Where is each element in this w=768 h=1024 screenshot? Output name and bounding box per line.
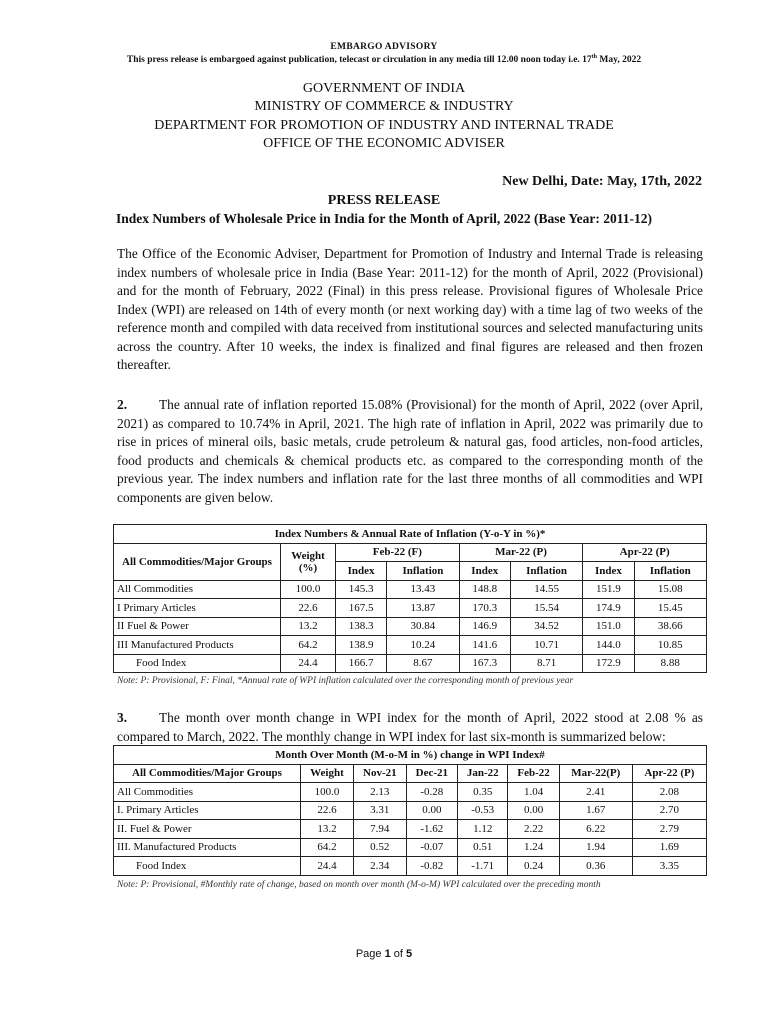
- dateline: New Delhi, Date: May, 17th, 2022: [502, 174, 702, 189]
- table-cell: 8.88: [634, 654, 706, 673]
- table-cell: 22.6: [281, 599, 336, 618]
- table-row: [114, 580, 707, 599]
- table-cell: 172.9: [583, 654, 634, 673]
- embargo-text-end: May, 2022: [597, 55, 642, 66]
- table-cell: 144.0: [583, 636, 634, 655]
- table1-subheader-inflation: Inflation: [510, 562, 582, 581]
- table-cell: 167.5: [336, 599, 387, 618]
- table-cell: 2.34: [353, 857, 406, 876]
- paragraph-2-number: 2.: [117, 397, 128, 412]
- table1-subheader-inflation: Inflation: [387, 562, 459, 581]
- table-cell: 3.35: [632, 857, 706, 876]
- table-cell: 2.22: [508, 820, 559, 839]
- footer-total-pages: 5: [406, 948, 413, 960]
- table-cell: 100.0: [281, 580, 336, 599]
- table-cell: Food Index: [114, 857, 301, 876]
- table-cell: 15.45: [634, 599, 706, 618]
- paragraph-intro: The Office of the Economic Adviser, Department for Promotion of Industry and Internal Trade is releasing index numbers of wholesale price in India (Base Year: 2011-12) for the month of April, 2022 (Provisional) and for the month of February, 2022 (Final) in this press release. Provisional figures of Wholesale Price Index (WPI) are released on 14th of every month (or next working day) with a time lag of two weeks of the reference month and compiled with data received from institutional sources and selected manufacturing units across the country. After 10 weeks, the index is finalized and final figures are released and then frozen thereafter.: [117, 246, 703, 372]
- table-cell: 0.00: [406, 801, 457, 820]
- table1-header-month: Feb-22 (F): [336, 543, 460, 562]
- table-cell: 13.43: [387, 580, 459, 599]
- table-cell: 64.2: [281, 636, 336, 655]
- table1-header-weight: Weight (%): [281, 543, 336, 580]
- table2-header: Feb-22: [508, 764, 559, 783]
- embargo-title: EMBARGO ADVISORY: [330, 42, 438, 52]
- table-cell: 1.24: [508, 838, 559, 857]
- table1-header-group: All Commodities/Major Groups: [114, 543, 281, 580]
- table-cell: 0.52: [353, 838, 406, 857]
- table-cell: 145.3: [336, 580, 387, 599]
- table-cell: 2.70: [632, 801, 706, 820]
- table-cell: 15.08: [634, 580, 706, 599]
- table2-title: Month Over Month (M-o-M in %) change in WPI Index#: [114, 746, 707, 765]
- table2-note: Note: P: Provisional, #Monthly rate of change, based on month over month (M-o-M) WPI calculated over the preceding month: [117, 880, 601, 890]
- table-cell: 167.3: [459, 654, 510, 673]
- table-cell: III Manufactured Products: [114, 636, 281, 655]
- table-cell: 100.0: [301, 783, 354, 802]
- table1-title: Index Numbers & Annual Rate of Inflation (Y-o-Y in %)*: [114, 525, 707, 544]
- table-cell: 30.84: [387, 617, 459, 636]
- table-cell: All Commodities: [114, 783, 301, 802]
- table2-header: Jan-22: [457, 764, 507, 783]
- table-cell: 138.3: [336, 617, 387, 636]
- table2-header: Weight: [301, 764, 354, 783]
- table-cell: 24.4: [281, 654, 336, 673]
- table-row: [114, 654, 707, 673]
- table-cell: 13.2: [301, 820, 354, 839]
- table-cell: 3.31: [353, 801, 406, 820]
- paragraph-2-text: The annual rate of inflation reported 15.08% (Provisional) for the month of April, 2022 (over April, 2021) as compared to 10.74% in April, 2021. The high rate of inflation in April, 2022 was primarily due to rise in prices of mineral oils, basic metals, crude petroleum & natural gas, food articles, non-food articles, food products and chemicals & chemical products etc. as compared to the corresponding month of the previous year. The index numbers and inflation rate for the last three months of all commodities and WPI components are given below.: [117, 397, 703, 505]
- table-cell: 0.35: [457, 783, 507, 802]
- table-cell: I Primary Articles: [114, 599, 281, 618]
- table-cell: 151.9: [583, 580, 634, 599]
- table-cell: 7.94: [353, 820, 406, 839]
- table-cell: -1.62: [406, 820, 457, 839]
- table-cell: 0.00: [508, 801, 559, 820]
- table-row: [114, 783, 707, 802]
- table-cell: 2.41: [559, 783, 632, 802]
- header-ministry: MINISTRY OF COMMERCE & INDUSTRY: [254, 99, 514, 114]
- table-cell: 146.9: [459, 617, 510, 636]
- table-cell: 0.24: [508, 857, 559, 876]
- table-cell: 64.2: [301, 838, 354, 857]
- release-subtitle: Index Numbers of Wholesale Price in India for the Month of April, 2022 (Base Year: 2011-12): [116, 211, 652, 226]
- table1-header-month: Apr-22 (P): [583, 543, 707, 562]
- annual-inflation-table: [113, 524, 707, 673]
- table-cell: 148.8: [459, 580, 510, 599]
- press-release-heading: PRESS RELEASE: [327, 193, 441, 208]
- table2-header: Dec-21: [406, 764, 457, 783]
- table-cell: II Fuel & Power: [114, 617, 281, 636]
- table1-note: Note: P: Provisional, F: Final, *Annual rate of WPI inflation calculated over the corresponding month of previous year: [117, 676, 574, 686]
- table2-header: Mar-22(P): [559, 764, 632, 783]
- table-row: [114, 636, 707, 655]
- table-cell: 8.71: [510, 654, 582, 673]
- table2-header: Apr-22 (P): [632, 764, 706, 783]
- header-office: OFFICE OF THE ECONOMIC ADVISER: [263, 136, 505, 151]
- table-cell: -0.53: [457, 801, 507, 820]
- table-cell: 151.0: [583, 617, 634, 636]
- table-cell: 13.87: [387, 599, 459, 618]
- table-cell: 0.36: [559, 857, 632, 876]
- table-cell: I. Primary Articles: [114, 801, 301, 820]
- table-cell: 0.51: [457, 838, 507, 857]
- embargo-text-sup: th: [591, 54, 598, 60]
- table-row: [114, 820, 707, 839]
- embargo-text-main: This press release is embargoed against publication, telecast or circulation in any media till 12.00 noon today i.e. 17: [126, 55, 592, 66]
- table-cell: 38.66: [634, 617, 706, 636]
- table-cell: 2.08: [632, 783, 706, 802]
- table-cell: 10.71: [510, 636, 582, 655]
- table2-header: All Commodities/Major Groups: [114, 764, 301, 783]
- table-cell: 1.67: [559, 801, 632, 820]
- table-cell: 1.69: [632, 838, 706, 857]
- table1-subheader-index: Index: [459, 562, 510, 581]
- table-cell: -0.82: [406, 857, 457, 876]
- table-cell: 1.04: [508, 783, 559, 802]
- paragraph-3-number: 3.: [117, 710, 128, 725]
- table-cell: 10.85: [634, 636, 706, 655]
- table-row: [114, 857, 707, 876]
- paragraph-2: [117, 396, 703, 507]
- table-cell: 10.24: [387, 636, 459, 655]
- table-cell: All Commodities: [114, 580, 281, 599]
- table-cell: 2.79: [632, 820, 706, 839]
- table-cell: 170.3: [459, 599, 510, 618]
- table-cell: -0.28: [406, 783, 457, 802]
- table-cell: 13.2: [281, 617, 336, 636]
- table-cell: II. Fuel & Power: [114, 820, 301, 839]
- paragraph-3: [117, 709, 703, 746]
- table1-header-month: Mar-22 (P): [459, 543, 583, 562]
- table-cell: 1.94: [559, 838, 632, 857]
- footer-current-page: 1: [384, 948, 391, 960]
- table-cell: 8.67: [387, 654, 459, 673]
- table-cell: 6.22: [559, 820, 632, 839]
- page-footer: [0, 948, 768, 960]
- table-cell: -1.71: [457, 857, 507, 876]
- table1-subheader-index: Index: [583, 562, 634, 581]
- table-cell: 166.7: [336, 654, 387, 673]
- table2-header: Nov-21: [353, 764, 406, 783]
- table-cell: 2.13: [353, 783, 406, 802]
- embargo-text: [0, 54, 768, 65]
- table1-subheader-inflation: Inflation: [634, 562, 706, 581]
- table-cell: 24.4: [301, 857, 354, 876]
- header-government: GOVERNMENT OF INDIA: [302, 81, 466, 96]
- table-cell: III. Manufactured Products: [114, 838, 301, 857]
- table-row: [114, 838, 707, 857]
- table-cell: Food Index: [114, 654, 281, 673]
- table-cell: 1.12: [457, 820, 507, 839]
- table-cell: 174.9: [583, 599, 634, 618]
- footer-mid: of: [390, 948, 407, 960]
- table-cell: 34.52: [510, 617, 582, 636]
- header-department: DEPARTMENT FOR PROMOTION OF INDUSTRY AND INTERNAL TRADE: [154, 118, 614, 133]
- footer-prefix: Page: [355, 948, 385, 960]
- monthly-change-table: [113, 745, 707, 876]
- table-row: [114, 599, 707, 618]
- table-cell: 138.9: [336, 636, 387, 655]
- table-cell: -0.07: [406, 838, 457, 857]
- table-row: [114, 801, 707, 820]
- table-cell: 141.6: [459, 636, 510, 655]
- table-cell: 14.55: [510, 580, 582, 599]
- paragraph-3-text: The month over month change in WPI index for the month of April, 2022 stood at 2.08 % as compared to March, 2022. The monthly change in WPI index for last six-month is summarized below:: [117, 710, 703, 744]
- table-cell: 22.6: [301, 801, 354, 820]
- table-row: [114, 617, 707, 636]
- table-cell: 15.54: [510, 599, 582, 618]
- table1-subheader-index: Index: [336, 562, 387, 581]
